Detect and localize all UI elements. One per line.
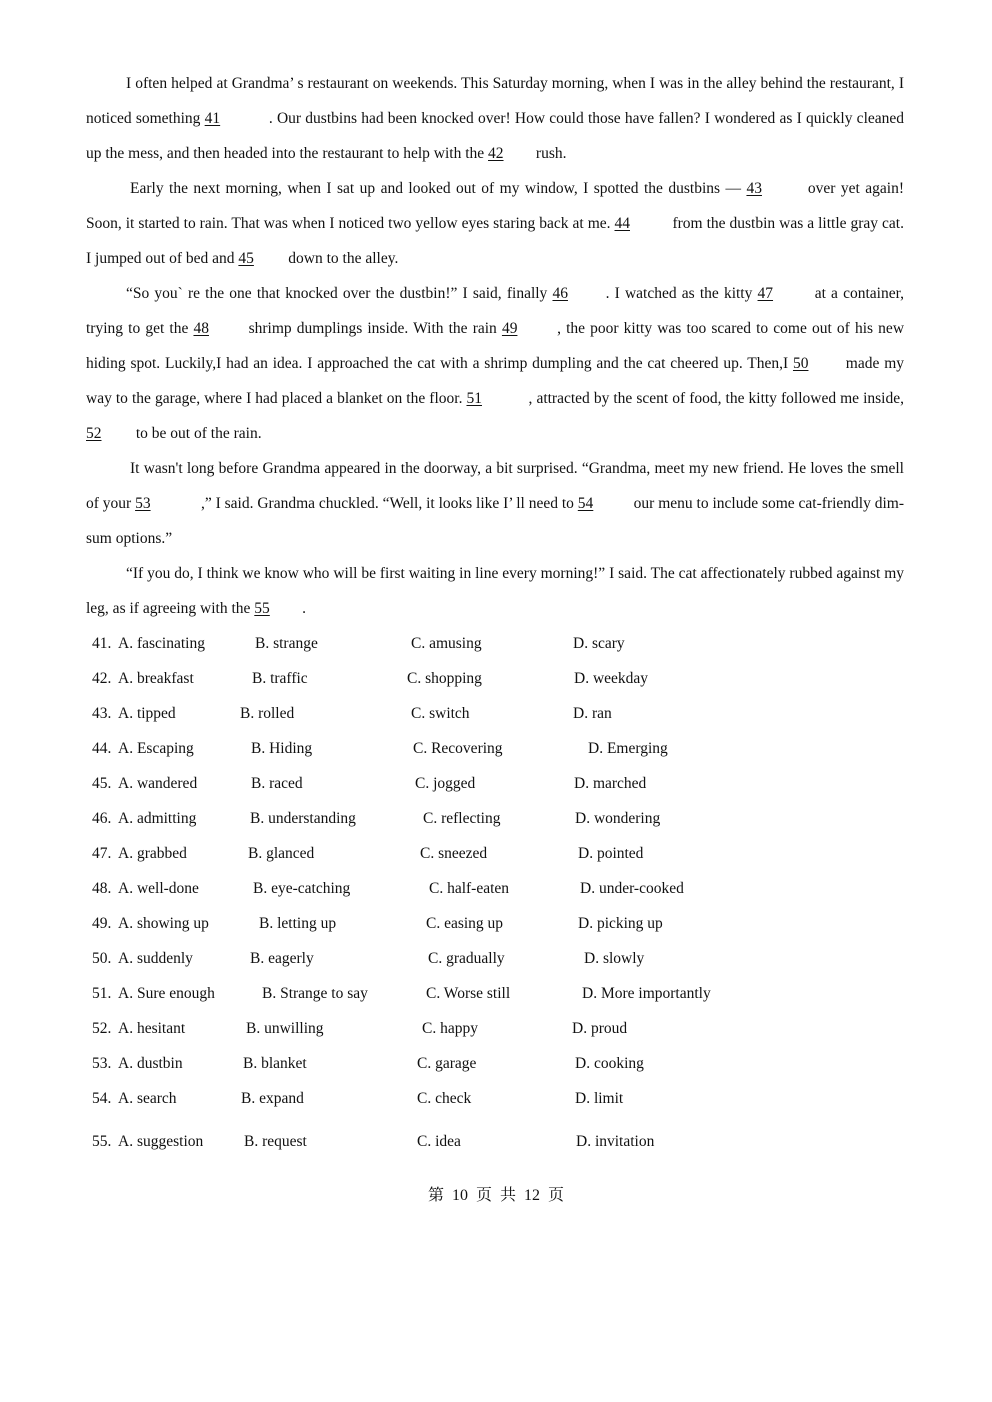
option-a: A. fascinating [118, 635, 205, 652]
passage-text: , attracted by the scent of food, the kitty followed me inside, [524, 390, 904, 407]
option-b: B. eagerly [250, 950, 314, 967]
question-47 [86, 836, 904, 871]
question-number: 52. [92, 1020, 112, 1037]
passage-text: shrimp dumplings inside. With the rain [243, 320, 502, 337]
option-c: C. sneezed [420, 845, 488, 862]
document-page [86, 66, 904, 1159]
option-d: D. slowly [584, 950, 645, 967]
option-c: C. jogged [415, 775, 476, 792]
option-d: D. More importantly [582, 985, 711, 1002]
paragraph-3 [86, 276, 904, 451]
question-number: 47. [92, 845, 112, 862]
passage-text: down to the alley. [284, 250, 399, 267]
blank-55: 55 [254, 600, 270, 617]
option-a: A. suddenly [118, 950, 193, 967]
option-c: C. check [417, 1090, 472, 1107]
paragraph-1 [86, 66, 904, 171]
option-a: A. suggestion [118, 1133, 204, 1150]
option-a: A. Escaping [118, 740, 194, 757]
passage-text: over yet again! Soon, it started to rain. That was when I noticed two yellow eyes staring back at me. [86, 180, 904, 232]
option-a: A. breakfast [118, 670, 194, 687]
option-a: A. hesitant [118, 1020, 186, 1037]
passage-text: It wasn't long before Grandma appeared in the doorway, a bit surprised. “Grandma, meet my new friend. He loves the smell of your [86, 460, 904, 512]
blank-45: 45 [238, 250, 254, 267]
option-c: C. shopping [407, 670, 482, 687]
option-d: D. limit [575, 1090, 624, 1107]
blank-48: 48 [193, 320, 209, 337]
option-a: A. search [118, 1090, 177, 1107]
option-d: D. scary [573, 635, 625, 652]
question-55 [86, 1124, 904, 1159]
passage-text: Early the next morning, when I sat up and looked out of my window, I spotted the dustbins — [130, 180, 747, 197]
question-48 [86, 871, 904, 906]
option-d: D. ran [573, 705, 612, 722]
option-d: D. pointed [578, 845, 644, 862]
option-d: D. under-cooked [580, 880, 684, 897]
question-number: 45. [92, 775, 112, 792]
option-b: B. letting up [259, 915, 337, 932]
question-44 [86, 731, 904, 766]
option-c: C. Worse still [426, 985, 511, 1002]
page-footer [0, 1180, 992, 1212]
option-c: C. half-eaten [429, 880, 510, 897]
blank-44: 44 [614, 215, 630, 232]
option-b: B. rolled [240, 705, 295, 722]
option-b: B. strange [255, 635, 318, 652]
passage-text: at a container, trying to get the [86, 285, 904, 337]
option-b: B. Hiding [251, 740, 313, 757]
question-number: 50. [92, 950, 112, 967]
page-number: 第 10 页 共 12 页 [427, 1187, 564, 1204]
passage-text: made my way to the garage, where I had placed a blanket on the floor. [86, 355, 905, 407]
blank-46: 46 [552, 285, 568, 302]
option-c: C. Recovering [413, 740, 503, 757]
question-54 [86, 1081, 904, 1116]
option-c: C. switch [411, 705, 470, 722]
option-c: C. gradually [428, 950, 505, 967]
passage-text: I often helped at Grandma’ s restaurant on weekends. This Saturday morning, when I was in the alley behind the restaurant, I noticed something [86, 75, 904, 127]
question-46 [86, 801, 904, 836]
option-b: B. expand [241, 1090, 304, 1107]
option-b: B. blanket [243, 1055, 307, 1072]
option-b: B. Strange to say [262, 985, 368, 1002]
passage-text: to be out of the rain. [132, 425, 262, 442]
blank-53: 53 [135, 495, 151, 512]
option-d: D. proud [572, 1020, 628, 1037]
paragraph-2 [86, 171, 904, 276]
option-b: B. glanced [248, 845, 315, 862]
blank-50: 50 [792, 355, 809, 372]
passage-text: . [298, 600, 307, 617]
blank-42: 42 [488, 145, 504, 162]
option-d: D. cooking [575, 1055, 644, 1072]
blank-41: 41 [204, 110, 221, 127]
passage-text: our menu to include some cat-friendly dim-sum options.” [86, 495, 904, 547]
question-number: 43. [92, 705, 112, 722]
blank-43: 43 [746, 180, 762, 197]
question-number: 48. [92, 880, 112, 897]
option-a: A. Sure enough [118, 985, 215, 1002]
blank-51: 51 [466, 390, 482, 407]
question-49 [86, 906, 904, 941]
passage-text: “So you` re the one that knocked over the dustbin!” I said, finally [126, 285, 553, 302]
option-a: A. tipped [118, 705, 176, 722]
option-c: C. garage [417, 1055, 477, 1072]
question-number: 44. [92, 740, 112, 757]
option-d: D. weekday [574, 670, 649, 687]
question-number: 51. [92, 985, 112, 1002]
option-b: B. understanding [250, 810, 356, 827]
paragraph-4 [86, 451, 904, 556]
passage-text: “If you do, I think we know who will be first waiting in line every morning!” I said. The cat affectionately rubbed against my leg, as if agreeing with the [86, 565, 904, 617]
option-c: C. idea [417, 1133, 461, 1150]
question-50 [86, 941, 904, 976]
question-52 [86, 1011, 904, 1046]
question-43 [86, 696, 904, 731]
option-d: D. Emerging [588, 740, 668, 757]
question-53 [86, 1046, 904, 1081]
option-a: A. well-done [118, 880, 199, 897]
question-number: 54. [92, 1090, 112, 1107]
question-51 [86, 976, 904, 1011]
passage-text: ,” I said. Grandma chuckled. “Well, it looks like I’ ll need to [197, 495, 578, 512]
paragraph-5 [86, 556, 904, 626]
passage [86, 66, 904, 626]
question-41 [86, 626, 904, 661]
question-45 [86, 766, 904, 801]
passage-text: from the dustbin was a little gray cat. I jumped out of bed and [86, 215, 904, 267]
option-a: A. showing up [118, 915, 209, 932]
option-c: C. reflecting [423, 810, 501, 827]
passage-text: , the poor kitty was too scared to come out of his new hiding spot. Luckily,I had an idea. I approached the cat with a shrimp dumpling and the cat cheered up. Then,I [86, 320, 905, 372]
blank-49: 49 [501, 320, 518, 337]
option-c: C. easing up [426, 915, 504, 932]
option-a: A. admitting [118, 810, 197, 827]
question-42 [86, 661, 904, 696]
question-number: 53. [92, 1055, 112, 1072]
option-d: D. picking up [578, 915, 663, 932]
passage-text: rush. [532, 145, 567, 162]
option-a: A. grabbed [118, 845, 187, 862]
option-a: A. wandered [118, 775, 198, 792]
question-number: 41. [92, 635, 112, 652]
blank-47: 47 [757, 285, 774, 302]
option-b: B. eye-catching [253, 880, 351, 897]
option-b: B. raced [251, 775, 303, 792]
question-number: 55. [92, 1133, 112, 1150]
passage-text: . I watched as the kitty [600, 285, 758, 302]
question-number: 42. [92, 670, 112, 687]
passage-text: . Our dustbins had been knocked over! How could those have fallen? I wondered as I quickly cleaned up the mess, and then headed into the restaurant to help with the [86, 110, 905, 162]
option-b: B. request [244, 1133, 307, 1150]
option-d: D. marched [574, 775, 647, 792]
option-b: B. traffic [252, 670, 308, 687]
question-number: 49. [92, 915, 112, 932]
option-d: D. invitation [576, 1133, 655, 1150]
option-c: C. happy [422, 1020, 478, 1037]
option-a: A. dustbin [118, 1055, 183, 1072]
blank-54: 54 [577, 495, 594, 512]
option-b: B. unwilling [246, 1020, 324, 1037]
question-number: 46. [92, 810, 112, 827]
option-c: C. amusing [411, 635, 482, 652]
blank-52: 52 [86, 425, 102, 442]
option-d: D. wondering [575, 810, 661, 827]
question-list [86, 626, 904, 1159]
